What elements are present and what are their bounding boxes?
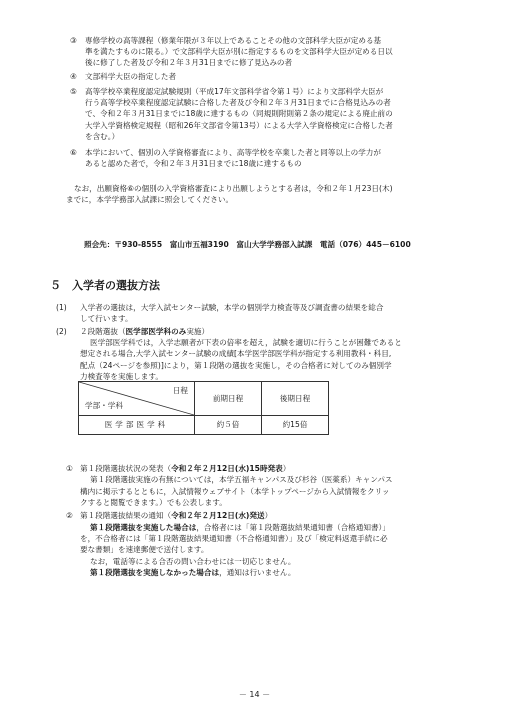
text-line: なお，電話等による合否の問い合わせには一切応じません。 bbox=[90, 556, 296, 566]
item-marker: ⑥ bbox=[70, 148, 77, 157]
item-marker: ① bbox=[66, 464, 73, 473]
header-faculty: 学部・学科 bbox=[85, 400, 123, 410]
text-line: 医学部医学科では，入学志願者が下表の倍率を超え，試験を適切に行うことが困難であると bbox=[90, 338, 402, 348]
table-row bbox=[79, 416, 329, 435]
text-line: 行う高等学校卒業程度認定試験に合格した者及び令和２年３月31日までに合格見込みの者 bbox=[85, 98, 391, 108]
item-marker: (2) bbox=[56, 327, 67, 336]
selection-item-1 bbox=[56, 302, 468, 324]
text-line: 想定される場合,大学入試センター試験の成績[本学医学部医学科が指定する利用教科・科目, bbox=[80, 349, 392, 359]
bold-text: 第１段階選抜を実施した場合は bbox=[90, 523, 197, 532]
text-line: なお，出願資格⑥の個別の入学資格審査により出願しようとする者は，令和２年１月23日(木) bbox=[74, 184, 393, 193]
bold-text: 第１段階選抜を実施しなかった場合は bbox=[90, 567, 220, 577]
heading-bold-text: 医学部医学科のみ bbox=[125, 327, 187, 336]
text: ，通知は行いません。 bbox=[219, 567, 296, 577]
text-line: までに，本学学務部入試課に照会してください。 bbox=[66, 195, 234, 205]
item-marker: ② bbox=[66, 511, 73, 520]
qual-item-6 bbox=[70, 147, 466, 169]
qual-item-3 bbox=[70, 35, 466, 69]
item-marker: ⑤ bbox=[70, 87, 77, 96]
heading-text: 第１段階選抜結果の通知（ bbox=[80, 511, 172, 520]
announcement-item-1 bbox=[66, 463, 468, 485]
text-line: 文部科学大臣の指定した者 bbox=[85, 72, 177, 81]
heading-text: ２段階選抜（ bbox=[80, 327, 126, 336]
text-line: 本学において、個別の入学資格審査により、高等学校を卒業した者と同等以上の学力が bbox=[85, 148, 381, 157]
item-heading bbox=[80, 510, 468, 521]
table-corner-header bbox=[79, 382, 195, 416]
text-line: 後に修了した者及び令和２年３月31日までに修了見込みの者 bbox=[85, 58, 293, 68]
result-notice bbox=[80, 522, 468, 578]
result-line bbox=[80, 567, 468, 578]
text-line: を，不合格者には「第１段階選抜結果通知書（不合格通知書）」及び「検定料返還手続に必 bbox=[80, 534, 388, 544]
header-schedule: 日程 bbox=[172, 386, 188, 395]
heading-bold-text: 令和２年２月12日(水)発送 bbox=[171, 511, 265, 520]
text-line: 入学者の選抜は，大学入試センター試験，本学の個別学力検査等及び調査書の結果を総合 bbox=[80, 303, 384, 312]
qual-item-4 bbox=[70, 71, 466, 82]
text-line: 第１段階選抜実施の有無については，本学五福キャンパス及び杉谷（医薬系）キャンパス bbox=[90, 475, 393, 485]
announcement-item-2 bbox=[66, 510, 468, 521]
item-marker: (1) bbox=[56, 303, 67, 312]
text-line: 配点（24ページを参照)]により，第１段階の選抜を実施し，その合格者に対してのみ個別学 bbox=[80, 360, 392, 370]
selection-item-2 bbox=[56, 326, 468, 382]
selection-ratio-table bbox=[78, 381, 329, 435]
qual-item-5 bbox=[70, 86, 466, 142]
text: ，合格者には「第１段階選抜結果通知書（合格通知書）」 bbox=[196, 523, 390, 532]
item-marker: ④ bbox=[70, 72, 77, 81]
section-title: 入学者の選抜方法 bbox=[72, 279, 160, 292]
heading-text: ） bbox=[264, 511, 273, 520]
text-line: 専修学校の高等課程（修業年限が３年以上であることその他の文部科学大臣が定める基 bbox=[85, 36, 382, 45]
announcement-item-1-cont bbox=[80, 486, 468, 508]
text-line: 準を満たすものに限る。）で文部科学大臣が別に指定するものを文部科学大臣が定める日以 bbox=[85, 47, 393, 57]
late-ratio: 約15倍 bbox=[262, 416, 329, 435]
section-heading bbox=[50, 279, 160, 293]
heading-text: 実施） bbox=[186, 327, 210, 336]
header-early-schedule: 前期日程 bbox=[195, 382, 262, 416]
contact-info: 照会先：〒930-8555 富山市五福3190 富山大学学務部入試課 電話（076）445－6100 bbox=[84, 240, 411, 249]
section-number: ５ bbox=[50, 279, 61, 292]
row-label: 医学部医学科 bbox=[79, 416, 195, 435]
text-line: 高等学校卒業程度認定試験規則（平成17年文部科学省令第１号）により文部科学大臣が bbox=[85, 87, 384, 96]
inquiry-note bbox=[66, 183, 468, 205]
early-ratio: 約５倍 bbox=[195, 416, 262, 435]
header-late-schedule: 後期日程 bbox=[262, 382, 329, 416]
text-line: 大学入学資格検定規程（昭和26年文部省令第13号）による大学入学資格検定に合格した者 bbox=[85, 120, 393, 130]
text-line: で、令和２年３月31日までに18歳に達するもの（同規則附則第２条の規定による廃止前の bbox=[85, 109, 393, 119]
result-line bbox=[80, 522, 468, 533]
heading-text: ） bbox=[282, 464, 291, 473]
item-marker: ③ bbox=[70, 36, 77, 45]
text-line: 力検査等を実施します。 bbox=[80, 371, 163, 381]
text-line: 要な書類」を速達郵便で送付します。 bbox=[80, 545, 209, 555]
page-number: － 14 － bbox=[238, 690, 271, 699]
text-line: して行います。 bbox=[80, 314, 133, 324]
text-line: あると認めた者で，令和２年３月31日までに18歳に達するもの bbox=[85, 159, 302, 169]
heading-bold-text: 令和２年２月12日(水)15時発表 bbox=[171, 464, 283, 473]
heading-text: 第１段階選抜状況の発表（ bbox=[80, 464, 172, 473]
text-line: 構内に掲示するとともに，入試情報ウェブサイト（本学トップページから入試情報をクリッ bbox=[80, 487, 390, 496]
text-line: を含む。） bbox=[85, 131, 120, 141]
item-heading bbox=[80, 463, 468, 474]
text-line: クすると閲覧できます。）でも公表します。 bbox=[80, 498, 227, 508]
item-heading bbox=[80, 326, 468, 337]
